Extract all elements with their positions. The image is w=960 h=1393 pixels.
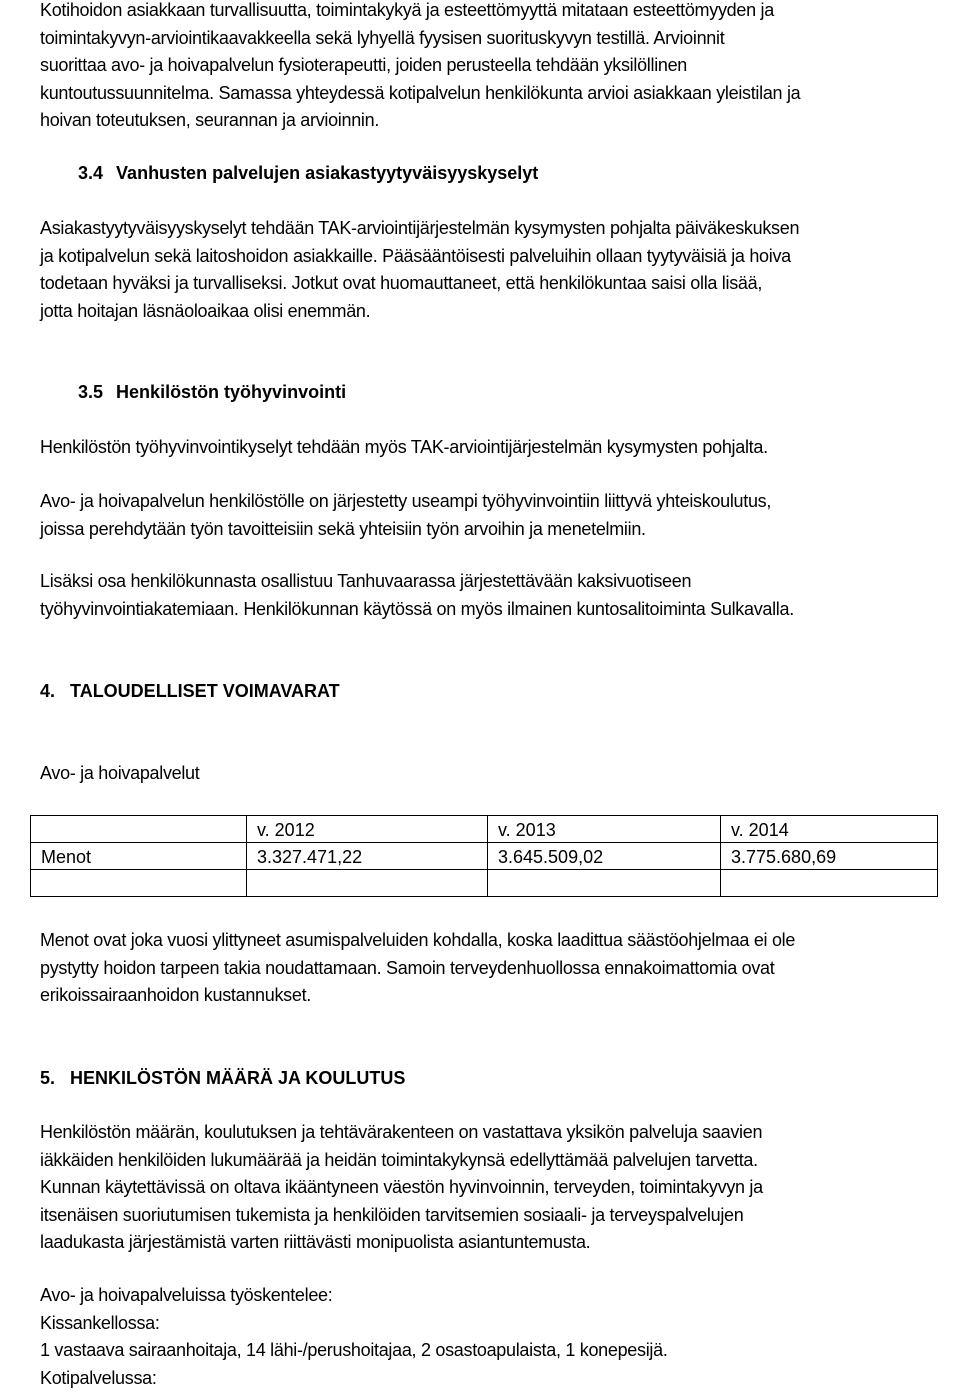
- section-3-5-p3-line-1: Lisäksi osa henkilökunnasta osallistuu Tanhuvaarassa järjestettävään kaksivuotiseen: [40, 571, 692, 591]
- section-5-line-5: laadukasta järjestämistä varten riittävästi monipuolista asiantuntemusta.: [40, 1232, 591, 1252]
- unit-2-name: Kotipalvelussa:: [40, 1367, 157, 1388]
- costs-table-cell: 3.327.471,22: [247, 843, 488, 870]
- section-5-heading: [40, 1065, 405, 1092]
- section-3-4-heading: [78, 160, 538, 187]
- section-4-note: [40, 927, 938, 1010]
- section-4-note-line-3: erikoissairaanhoidon kustannukset.: [40, 985, 311, 1005]
- section-3-4-line-4: jotta hoitajan läsnäoloaikaa olisi enemmän.: [40, 300, 371, 321]
- costs-table-cell: [31, 870, 247, 897]
- costs-table-header-cell: v. 2013: [488, 816, 721, 843]
- section-4-subtitle: Avo- ja hoivapalvelut: [40, 763, 200, 783]
- section-5-line-3: Kunnan käytettävissä on oltava ikääntyneen väestön hyvinvoinnin, terveyden, toimintakyvyn ja: [40, 1177, 763, 1197]
- costs-table-header-cell: v. 2012: [247, 816, 488, 843]
- costs-table-header-cell: v. 2014: [721, 816, 938, 843]
- costs-table-row: [31, 843, 938, 870]
- section-5-number: 5.: [40, 1068, 56, 1088]
- costs-table-cell: [488, 870, 721, 897]
- section-3-5-paragraph-2: [40, 488, 938, 543]
- costs-table-row: [31, 870, 938, 897]
- section-3-5-paragraph-3: [40, 568, 938, 623]
- costs-table-cell: Menot: [31, 843, 247, 870]
- section-5-paragraph: [40, 1119, 938, 1257]
- costs-table-header-cell: [31, 816, 247, 843]
- section-3-4-line-3: todetaan hyväksi ja turvalliseksi. Jotkut ovat huomauttaneet, että henkilökuntaa saisi olla lisää,: [40, 273, 763, 293]
- costs-table-cell: 3.645.509,02: [488, 843, 721, 870]
- unit-1-staff: 1 vastaava sairaanhoitaja, 14 lähi-/perushoitajaa, 2 osastoapulaista, 1 konepesijä.: [40, 1340, 668, 1360]
- costs-table-cell: [247, 870, 488, 897]
- intro-line-4: kuntoutussuunnitelma. Samassa yhteydessä kotipalvelun henkilökunta arvioi asiakkaan yleistilan ja: [40, 82, 801, 103]
- section-5-line-2: iäkkäiden henkilöiden lukumäärää ja heidän toimintakykynsä edellyttämää palvelujen tarvetta.: [40, 1149, 758, 1170]
- section-4-heading: [40, 678, 340, 705]
- intro-line-1: Kotihoidon asiakkaan turvallisuutta, toimintakykyä ja esteettömyyttä mitataan esteettömyyden ja: [40, 0, 774, 20]
- staff-list: [40, 1282, 938, 1392]
- section-5-line-1: Henkilöstön määrän, koulutuksen ja tehtävärakenteen on vastattava yksikön palveluja saavien: [40, 1122, 763, 1142]
- section-5-title: HENKILÖSTÖN MÄÄRÄ JA KOULUTUS: [70, 1068, 406, 1088]
- section-3-4-line-1: Asiakastyytyväisyyskyselyt tehdään TAK-arviointijärjestelmän kysymysten pohjalta päiväkeskuksen: [40, 218, 800, 238]
- intro-line-3: suorittaa avo- ja hoivapalvelun fysioterapeutti, joiden perusteella tehdään yksilöllinen: [40, 55, 688, 75]
- staff-heading: Avo- ja hoivapalveluissa työskentelee:: [40, 1285, 333, 1305]
- costs-table-header-row: [31, 816, 938, 843]
- section-3-4-number: 3.4: [78, 163, 104, 183]
- costs-table-cell: [721, 870, 938, 897]
- section-4-note-line-1: Menot ovat joka vuosi ylittyneet asumispalveluiden kohdalla, koska laadittua säästöohjelmaa ei ole: [40, 930, 796, 950]
- intro-paragraph: [40, 0, 938, 135]
- section-3-4-title: Vanhusten palvelujen asiakastyytyväisyyskyselyt: [116, 163, 539, 183]
- section-3-5-p2-line-2: joissa perehdytään työn tavoitteisiin sekä yhteisiin työn arvoihin ja menetelmiin.: [40, 518, 646, 539]
- section-3-4-line-2: ja kotipalvelun sekä laitoshoidon asiakkaille. Pääsääntöisesti palveluihin ollaan tyytyväisiä ja hoiva: [40, 245, 791, 266]
- section-4-title: TALOUDELLISET VOIMAVARAT: [70, 681, 340, 701]
- section-4-note-line-2: pystytty hoidon tarpeen takia noudattamaan. Samoin terveydenhuollossa ennakoimattomia ovat: [40, 957, 775, 978]
- costs-table: [30, 815, 938, 897]
- section-3-5-p3-line-2: työhyvinvointiakatemiaan. Henkilökunnan käytössä on myös ilmainen kuntosalitoiminta Sulkavalla.: [40, 598, 794, 619]
- intro-line-2: toimintakyvyn-arviointikaavakkeella sekä lyhyellä fyysisen suorituskyvyn testillä. Arvioinnit: [40, 27, 725, 48]
- section-3-5-paragraph-1: Henkilöstön työhyvinvointikyselyt tehdään myös TAK-arviointijärjestelmän kysymysten pohjalta.: [40, 437, 768, 457]
- section-4-number: 4.: [40, 681, 56, 701]
- unit-1-name: Kissankellossa:: [40, 1312, 160, 1333]
- section-5-line-4: itsenäisen suoriutumisen tukemista ja henkilöiden tarvitsemien sosiaali- ja terveyspalvelujen: [40, 1204, 744, 1225]
- intro-line-5: hoivan toteutuksen, seurannan ja arvioinnin.: [40, 110, 380, 130]
- section-3-5-p2-line-1: Avo- ja hoivapalvelun henkilöstölle on järjestetty useampi työhyvinvointiin liittyvä yhteiskoulutus,: [40, 491, 772, 511]
- section-3-5-heading: [78, 379, 346, 406]
- section-3-4-paragraph: [40, 215, 938, 325]
- costs-table-cell: 3.775.680,69: [721, 843, 938, 870]
- section-3-5-number: 3.5: [78, 382, 104, 402]
- section-3-5-title: Henkilöstön työhyvinvointi: [116, 382, 347, 402]
